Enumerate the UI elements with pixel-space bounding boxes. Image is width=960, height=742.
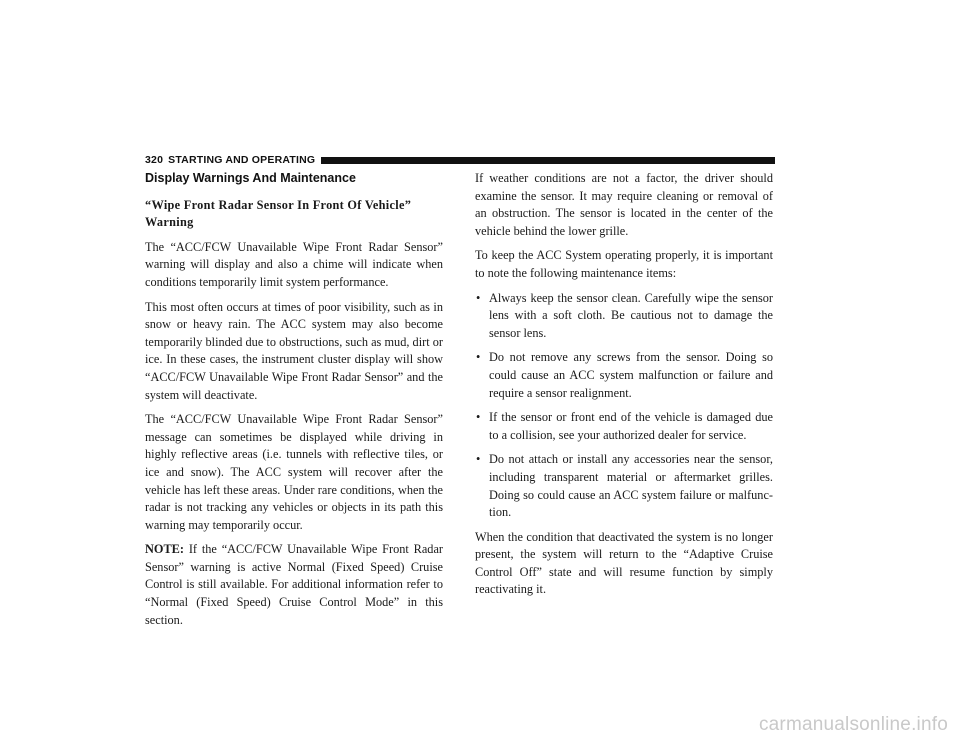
- bullet-icon: •: [476, 452, 481, 467]
- section-heading: Display Warnings And Maintenance: [145, 171, 356, 185]
- maintenance-list: [475, 290, 773, 522]
- note-label: NOTE:: [145, 542, 184, 557]
- bullet-icon: •: [476, 410, 481, 425]
- watermark: carmanualsonline.info: [758, 714, 948, 735]
- header-rule: [321, 157, 775, 164]
- right-column: [475, 170, 773, 606]
- paragraph: This most often occurs at times of poor visibility, such as in snow or heavy rain. The ACC system may also become temporarily blinded due to obstructions, such as mud, dirt or ice. In these cases, the instrument cluster display will show “ACC/FCW Unavailable Wipe Front Radar Sensor” and the system will deactivate.: [145, 299, 443, 402]
- list-item-text: If the sensor or front end of the vehicle is damaged due to a collision, see your authorized dealer for service.: [489, 410, 773, 442]
- bullet-icon: •: [476, 290, 481, 305]
- paragraph: The “ACC/FCW Unavailable Wipe Front Radar Sensor” message can sometimes be displayed while driving in highly reflective areas (i.e. tunnels with reflective tiles, or ice and snow). The ACC system will recover after the vehicle has left these areas. Under rare conditions, when the radar is not tracking any vehicles or objects in its path this warning may temporarily occur.: [145, 412, 443, 532]
- paragraph: The “ACC/FCW Unavailable Wipe Front Radar Sensor” warning will display and also a chime will indicate when conditions temporarily limit system performance.: [145, 239, 443, 289]
- note-text: If the “ACC/FCW Unavailable Wipe Front Radar Sensor” warning is active Normal (Fixed Speed) Cruise Control is still available. For additional information refer to “Normal (Fixed Speed) Cruise Control Mode” in this section.: [145, 542, 444, 627]
- bullet-icon: •: [476, 350, 481, 365]
- note: [145, 541, 443, 629]
- page-header: [145, 153, 775, 167]
- page-number: 320: [145, 154, 164, 166]
- warning-subheading: “Wipe Front Radar Sensor In Front Of Vehicle” Warning: [145, 197, 412, 230]
- list-item: [475, 451, 773, 521]
- paragraph: When the condition that deactivated the system is no longer present, the system will return to the “Adaptive Cruise Control Off” state and will resume function by simply reactivating it.: [475, 529, 773, 597]
- paragraph: To keep the ACC System operating properly, it is important to note the following maintenance items:: [475, 248, 773, 280]
- list-item: [475, 349, 773, 402]
- list-item: [475, 290, 773, 343]
- list-item: [475, 409, 773, 444]
- left-column: [145, 170, 443, 636]
- paragraph: If weather conditions are not a factor, the driver should examine the sensor. It may require cleaning or removal of an obstruction. The sensor is located in the center of the vehicle behind the lower grille.: [475, 171, 773, 238]
- list-item-text: Do not attach or install any accessories near the sensor, including transparent material or aftermarket grilles. Doing so could cause an ACC system failure or malfunc-tion.: [489, 452, 773, 520]
- list-item-text: Do not remove any screws from the sensor. Doing so could cause an ACC system malfunction or failure and require a sensor realignment.: [489, 350, 773, 400]
- section-title: STARTING AND OPERATING: [168, 154, 316, 166]
- list-item-text: Always keep the sensor clean. Carefully wipe the sensor lens with a soft cloth. Be cautious not to damage the sensor lens.: [489, 290, 773, 340]
